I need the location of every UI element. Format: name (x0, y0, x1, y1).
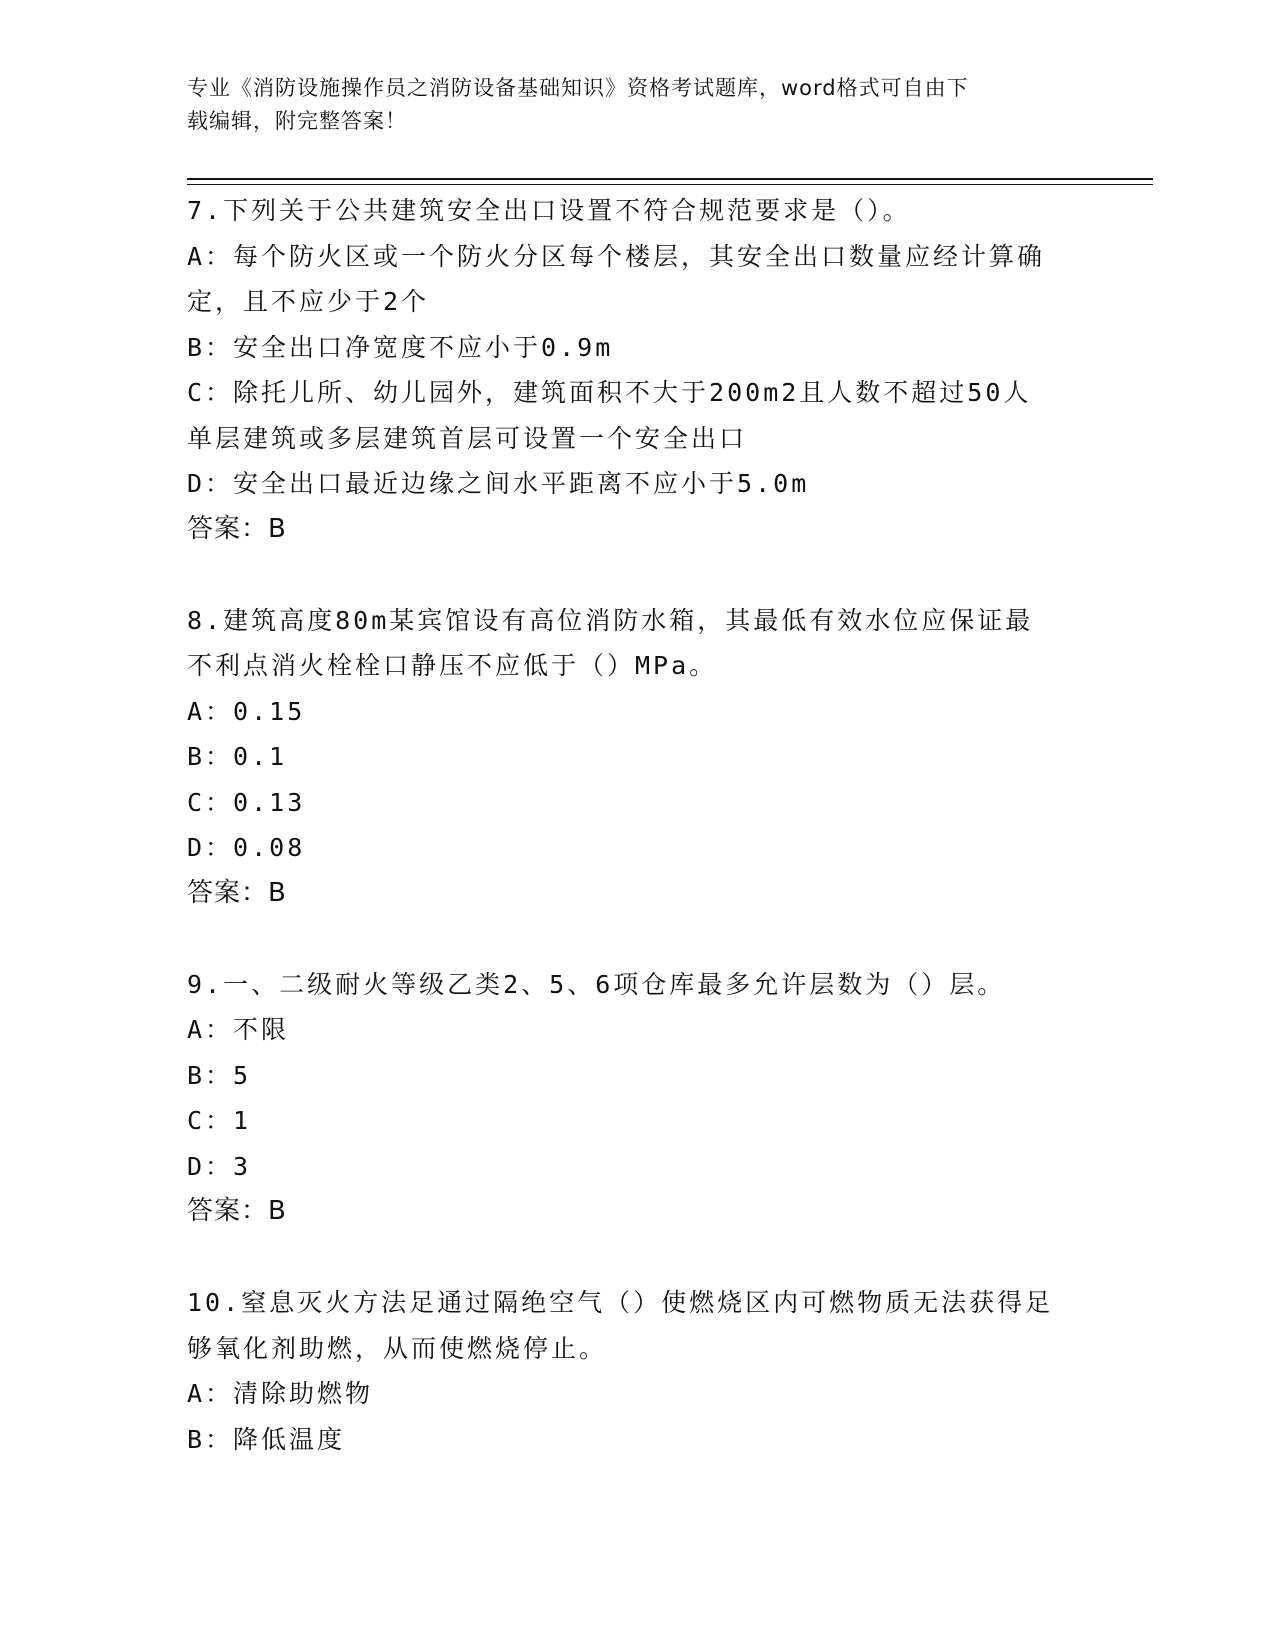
option-b: B：5 (187, 1060, 252, 1090)
option-d: D：3 (187, 1151, 252, 1181)
option-a: A：0.15 (187, 696, 306, 726)
option-b: B：降低温度 (187, 1424, 346, 1454)
option-d: D：安全出口最近边缘之间水平距离不应小于5.0m (187, 469, 810, 498)
document-header (187, 72, 1067, 138)
header-line-1: 专业《消防设施操作员之消防设备基础知识》资格考试题库，word格式可自由下 (187, 76, 969, 100)
answer-line: 答案：B (187, 1196, 287, 1226)
question-stem-continued: 够氧化剂助燃，从而使燃烧停止。 (187, 1333, 608, 1363)
question-spacer (187, 1235, 1087, 1281)
question-stem: 10.窒息灭火方法足通过隔绝空气（）使燃烧区内可燃物质无法获得足 (187, 1288, 1054, 1317)
option-d: D：0.08 (187, 833, 306, 862)
option-a-continued: 定，且不应少于2个 (187, 287, 430, 316)
option-a: A：每个防火区或一个防火分区每个楼层，其安全出口数量应经计算确 (187, 241, 1046, 271)
question-7 (187, 188, 1087, 552)
question-stem: 7.下列关于公共建筑安全出口设置不符合规范要求是（）。 (187, 196, 911, 225)
answer-line: 答案：B (187, 877, 287, 908)
header-divider-thick (187, 178, 1153, 180)
question-stem: 9.一、二级耐火等级乙类2、5、6项仓库最多允许层数为（）层。 (187, 969, 1006, 999)
answer-line: 答案：B (187, 513, 287, 544)
question-stem: 8.建筑高度80m某宾馆设有高位消防水箱，其最低有效水位应保证最 (187, 605, 1034, 635)
header-line-2: 载编辑，附完整答案！ (187, 109, 407, 133)
header-divider-thin (187, 184, 1153, 185)
option-b: B：0.1 (187, 742, 288, 771)
option-c: C：0.13 (187, 787, 306, 817)
option-c-continued: 单层建筑或多层建筑首层可设置一个安全出口 (187, 423, 748, 453)
option-b: B：安全出口净宽度不应小于0.9m (187, 332, 614, 362)
question-10 (187, 1280, 1087, 1462)
option-c: C：1 (187, 1106, 252, 1135)
option-a: A：不限 (187, 1015, 290, 1044)
question-spacer (187, 552, 1087, 598)
question-spacer (187, 916, 1087, 962)
option-c: C：除托儿所、幼儿园外，建筑面积不大于200m2且人数不超过50人 (187, 378, 1032, 407)
option-a: A：清除助燃物 (187, 1379, 374, 1408)
question-9 (187, 962, 1087, 1235)
question-8 (187, 598, 1087, 917)
question-list (187, 188, 1087, 1462)
question-stem-continued: 不利点消火栓栓口静压不应低于（）MPa。 (187, 651, 718, 680)
